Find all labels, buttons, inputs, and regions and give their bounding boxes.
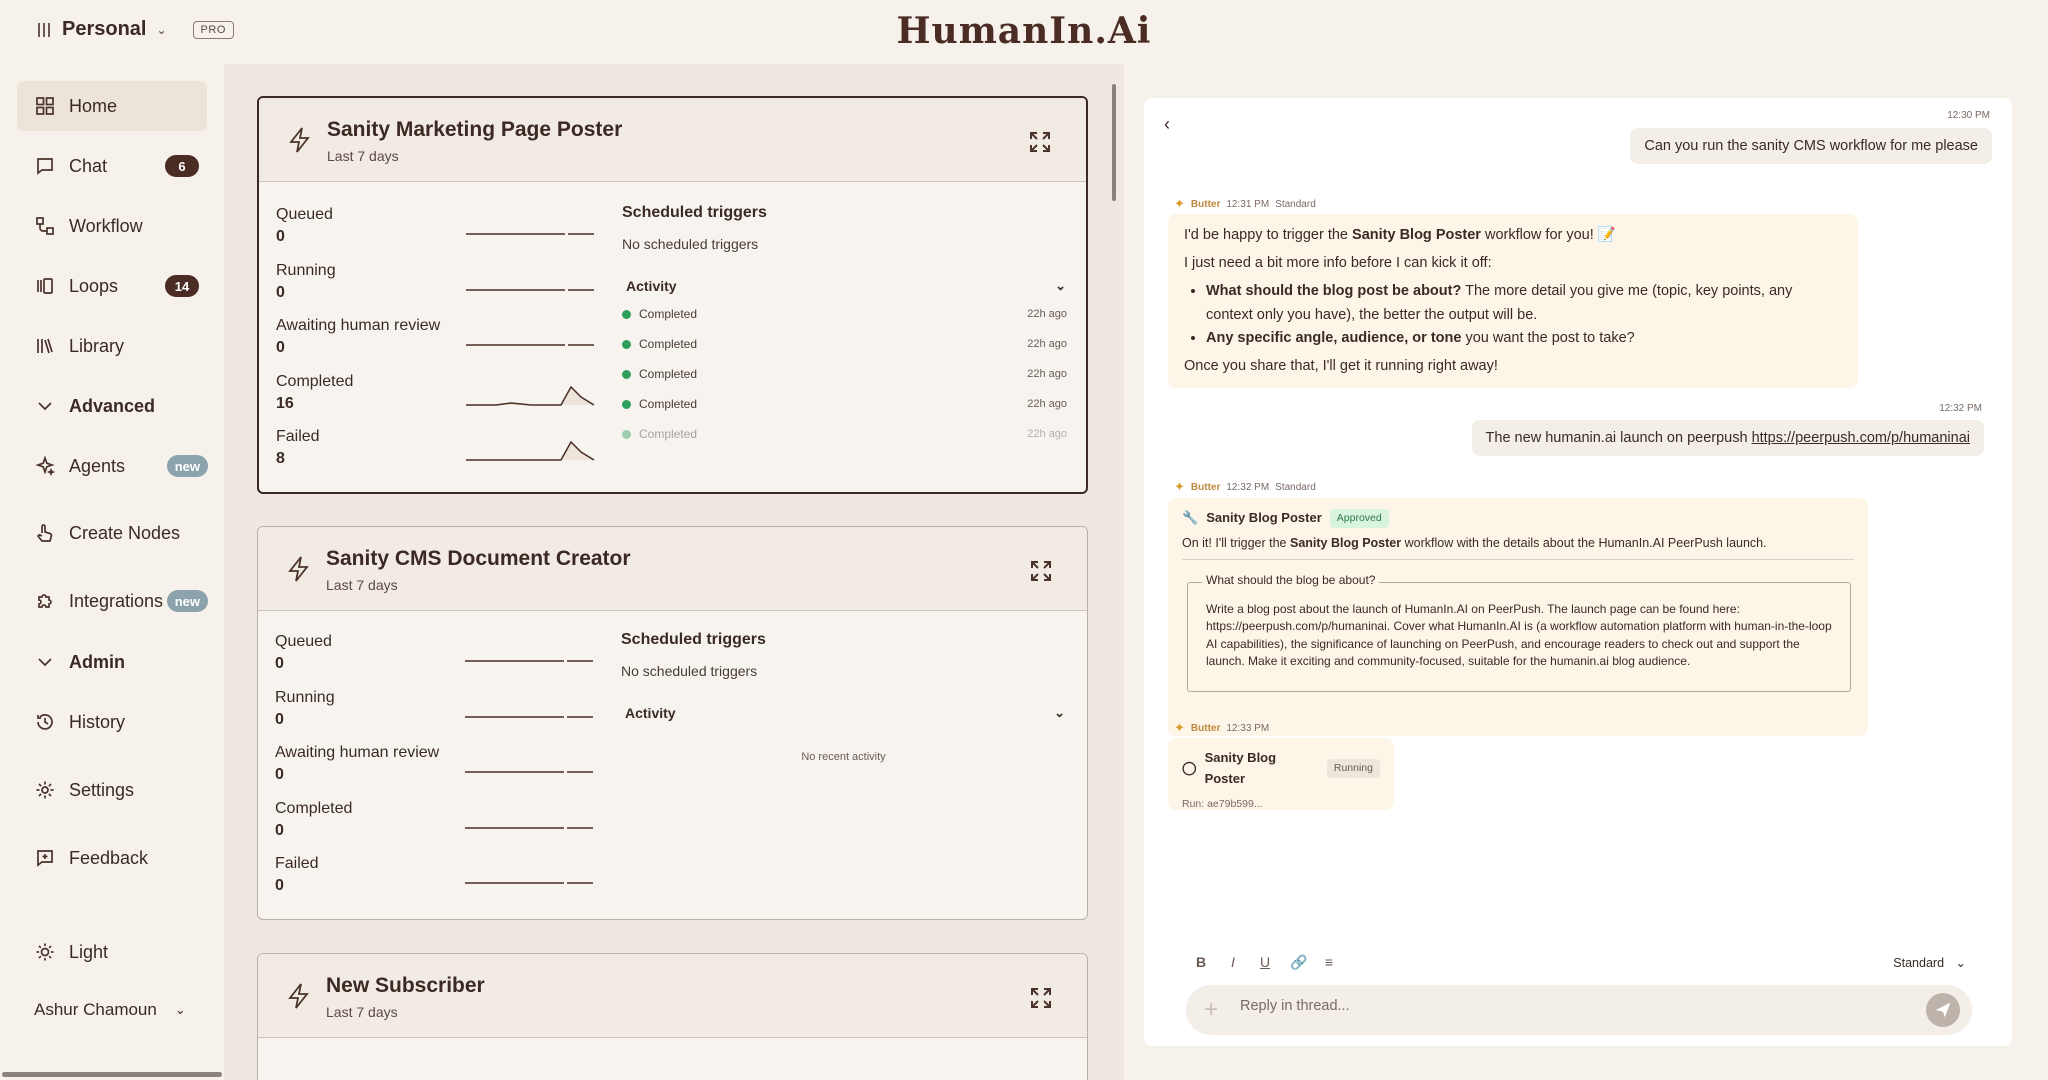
sidebar-item-settings[interactable] — [17, 765, 207, 815]
card-title: Sanity CMS Document Creator — [326, 547, 631, 570]
sparkline — [466, 325, 596, 355]
stat-awaiting-review: Awaiting human review 0 — [276, 317, 596, 367]
back-icon[interactable]: ‹ — [1164, 114, 1170, 134]
sidebar-item-create-nodes[interactable] — [17, 508, 207, 558]
card-header — [258, 954, 1087, 1038]
sidebar-item-label: Create Nodes — [69, 522, 181, 543]
sparkle-icon: ✦ — [1174, 720, 1185, 735]
feedback-icon — [35, 848, 55, 868]
stat-running: Running 0 — [275, 689, 595, 739]
chevron-down-icon — [35, 396, 55, 416]
status-dot — [622, 310, 631, 319]
expand-icon[interactable] — [1029, 559, 1053, 583]
stat-queued: Queued 0 — [275, 633, 595, 683]
stat-failed: Failed 8 — [276, 428, 596, 478]
chevron-down-icon: ⌄ — [1955, 956, 1966, 970]
status-badge: Approved — [1330, 509, 1389, 528]
pro-badge: PRO — [193, 21, 234, 39]
chevron-down-icon — [35, 652, 55, 672]
activity-row[interactable]: Completed 22h ago — [622, 397, 1067, 411]
status-dot — [622, 340, 631, 349]
status-dot — [622, 370, 631, 379]
grid-icon — [35, 96, 55, 116]
user-message: The new humanin.ai launch on peerpush https://peerpush.com/p/humaninai — [1472, 420, 1984, 456]
status-dot — [622, 400, 631, 409]
sparkline — [465, 752, 595, 782]
bolt-icon — [287, 126, 313, 154]
workflow-card[interactable] — [257, 953, 1088, 1080]
sidebar-item-library[interactable] — [17, 321, 207, 371]
mode-selector[interactable]: Standard ⌄ — [1893, 956, 1966, 970]
gear-icon — [35, 780, 55, 800]
status-badge: Running — [1327, 759, 1380, 778]
puzzle-icon — [35, 591, 55, 611]
sidebar-scrollbar[interactable] — [2, 1072, 222, 1077]
plus-icon[interactable]: + — [1204, 996, 1219, 1023]
workspace-name: Personal — [62, 18, 147, 40]
sidebar-item-home[interactable] — [17, 81, 207, 131]
sidebar-item-agents[interactable] — [17, 441, 207, 491]
sparkline — [465, 863, 595, 893]
reply-box — [1186, 985, 1972, 1035]
sidebar-item-label: Chat — [69, 155, 108, 176]
peerpush-link[interactable]: https://peerpush.com/p/humaninai — [1751, 430, 1970, 446]
sparkline — [465, 808, 595, 838]
bot-message: I'd be happy to trigger the Sanity Blog Poster workflow for you! 📝 I just need a bit more info before I can kick it off: • What should the blog post be about? The more detail you give me (topic, key points, any context only you have), the better the output will be. • Any specific angle, audience, or tone you want the post to take? Once you share that, I'll get it running right away! — [1168, 214, 1858, 388]
activity-row[interactable]: Completed 22h ago — [622, 367, 1067, 381]
new-badge: new — [167, 455, 208, 477]
theme-label: Light — [69, 941, 109, 962]
user-menu[interactable] — [34, 1000, 186, 1020]
chat-icon — [35, 156, 55, 176]
chevron-down-icon: ⌄ — [1055, 278, 1066, 293]
chat-count-badge: 6 — [165, 155, 199, 177]
underline-icon[interactable]: U — [1259, 954, 1271, 970]
stat-completed: Completed 16 — [276, 373, 596, 423]
no-activity-message: No recent activity — [801, 751, 886, 763]
card-subtitle: Last 7 days — [326, 577, 398, 593]
workflow-card[interactable] — [257, 526, 1088, 920]
bolt-icon — [286, 982, 312, 1010]
chat-thread-panel — [1144, 98, 2012, 1046]
message-timestamp: 12:32 PM — [1939, 403, 1982, 414]
sidebar-item-label: Workflow — [69, 215, 143, 236]
activity-row[interactable]: Completed 22h ago — [622, 337, 1067, 351]
sidebar-item-history[interactable] — [17, 697, 207, 747]
sidebar-item-label: Home — [69, 95, 118, 116]
stat-completed: Completed 0 — [275, 800, 595, 850]
sparkle-icon: ✦ — [1174, 196, 1185, 211]
workflow-dashboard — [224, 64, 1124, 1080]
sidebar-item-workflow[interactable] — [17, 201, 207, 251]
message-timestamp: 12:30 PM — [1947, 110, 1990, 121]
spinner-icon: ◯ — [1182, 760, 1197, 776]
format-toolbar — [1194, 954, 1336, 971]
scheduled-triggers-empty: No scheduled triggers — [622, 236, 759, 252]
sparkline — [466, 381, 596, 411]
workflow-icon — [35, 216, 55, 236]
run-id: Run: ae79b599... — [1182, 797, 1263, 810]
activity-row[interactable]: Completed 22h ago — [622, 307, 1067, 321]
bot-message: 🔧 Sanity Blog Poster Approved On it! I'll trigger the Sanity Blog Poster workflow with the details about the HumanIn.AI PeerPush launch. — [1168, 498, 1868, 736]
bot-message-meta: ✦ Butter 12:32 PM Standard — [1174, 479, 1316, 494]
expand-icon[interactable] — [1028, 130, 1052, 154]
activity-toggle[interactable]: Activity ⌄ — [626, 278, 1066, 294]
loops-icon — [35, 276, 55, 296]
status-dot — [622, 430, 631, 439]
scheduled-triggers-heading: Scheduled triggers — [621, 631, 766, 648]
theme-toggle[interactable] — [17, 927, 207, 977]
sparkline — [465, 697, 595, 727]
activity-row[interactable]: Completed 22h ago — [622, 427, 1067, 441]
stat-queued: Queued 0 — [276, 206, 596, 256]
sidebar-item-label: Library — [69, 335, 125, 356]
bold-icon[interactable]: B — [1195, 954, 1207, 970]
sparkline — [465, 641, 595, 671]
dashboard-scrollbar[interactable] — [1112, 84, 1116, 201]
chevron-down-icon: ⌄ — [156, 22, 167, 37]
sidebar-item-label: Settings — [69, 779, 135, 800]
history-icon — [35, 712, 55, 732]
sidebar-section-label: Advanced — [69, 395, 156, 416]
card-header — [259, 98, 1086, 182]
chevron-down-icon: ⌄ — [174, 1002, 186, 1017]
user-name: Ashur Chamoun — [34, 1000, 157, 1019]
app-logo: HumanIn.Ai — [896, 10, 1152, 52]
send-icon[interactable] — [1926, 993, 1960, 1027]
bot-message — [1168, 738, 1394, 810]
sidebar-item-chat[interactable] — [17, 141, 207, 191]
sidebar-item-label: Agents — [69, 455, 126, 476]
loops-count-badge: 14 — [165, 275, 199, 297]
sidebar-item-feedback[interactable] — [17, 833, 207, 883]
card-subtitle: Last 7 days — [326, 1004, 398, 1020]
top-bar — [0, 0, 2048, 64]
list-icon[interactable]: ≡ — [1324, 954, 1334, 970]
user-message: Can you run the sanity CMS workflow for me please — [1630, 128, 1992, 164]
sun-icon — [35, 942, 55, 962]
card-header — [258, 527, 1087, 611]
workflow-status-line: ◯ Sanity Blog Poster Running — [1182, 748, 1380, 790]
sidebar-item-loops[interactable] — [17, 261, 207, 311]
card-subtitle: Last 7 days — [327, 148, 399, 164]
sidebar-item-label: Loops — [69, 275, 119, 296]
sidebar-section-label: Admin — [69, 651, 125, 672]
field-value: Write a blog post about the launch of HumanIn.AI on PeerPush. The launch page can be found here: https://peerpush.com/p/humaninai. Cover what HumanIn.AI is (a workflow automation platform with human-in-the-loop AI capabilities), the significance of launching on PeerPush, and encourage readers to check out and support the launch. Make it exciting and community-focused, suitable for the humanin.ai blog audience. — [1206, 602, 1832, 669]
workflow-status-line: 🔧 Sanity Blog Poster Approved — [1182, 508, 1854, 529]
sparkles-icon — [35, 456, 55, 476]
stat-failed: Failed 0 — [275, 855, 595, 905]
italic-icon[interactable]: I — [1231, 954, 1235, 970]
new-badge: new — [167, 590, 208, 612]
workflow-input-field — [1187, 573, 1851, 692]
wrench-icon: 🔧 — [1182, 510, 1199, 525]
sidebar-item-label: Integrations — [69, 590, 164, 611]
sidebar — [0, 64, 224, 1080]
library-icon — [35, 336, 55, 356]
sparkline — [466, 214, 596, 244]
hand-icon — [35, 523, 55, 543]
sparkline — [466, 436, 596, 466]
sidebar-section-admin[interactable] — [17, 637, 207, 687]
card-title: New Subscriber — [326, 974, 485, 997]
sidebar-item-integrations[interactable] — [17, 576, 207, 626]
stat-running: Running 0 — [276, 262, 596, 312]
bot-message-meta: ✦ Butter 12:33 PM — [1174, 720, 1270, 735]
sidebar-item-label: Feedback — [69, 847, 149, 868]
link-icon[interactable]: 🔗 — [1290, 954, 1308, 970]
bot-message-meta: ✦ Butter 12:31 PM Standard — [1174, 196, 1316, 211]
scheduled-triggers-heading: Scheduled triggers — [622, 204, 767, 221]
expand-icon[interactable] — [1029, 986, 1053, 1010]
sparkline — [466, 270, 596, 300]
reply-input[interactable] — [1240, 998, 1840, 1014]
chevron-down-icon: ⌄ — [1054, 705, 1065, 720]
sparkle-icon: ✦ — [1174, 479, 1185, 494]
field-label: What should the blog be about? — [1202, 573, 1379, 587]
activity-toggle[interactable]: Activity ⌄ — [625, 705, 1065, 721]
sidebar-item-label: History — [69, 711, 126, 732]
stat-awaiting-review: Awaiting human review 0 — [275, 744, 595, 794]
sidebar-section-advanced[interactable] — [17, 381, 207, 431]
workflow-card[interactable] — [257, 96, 1088, 494]
bolt-icon — [286, 555, 312, 583]
scheduled-triggers-empty: No scheduled triggers — [621, 663, 758, 679]
card-title: Sanity Marketing Page Poster — [327, 118, 623, 141]
